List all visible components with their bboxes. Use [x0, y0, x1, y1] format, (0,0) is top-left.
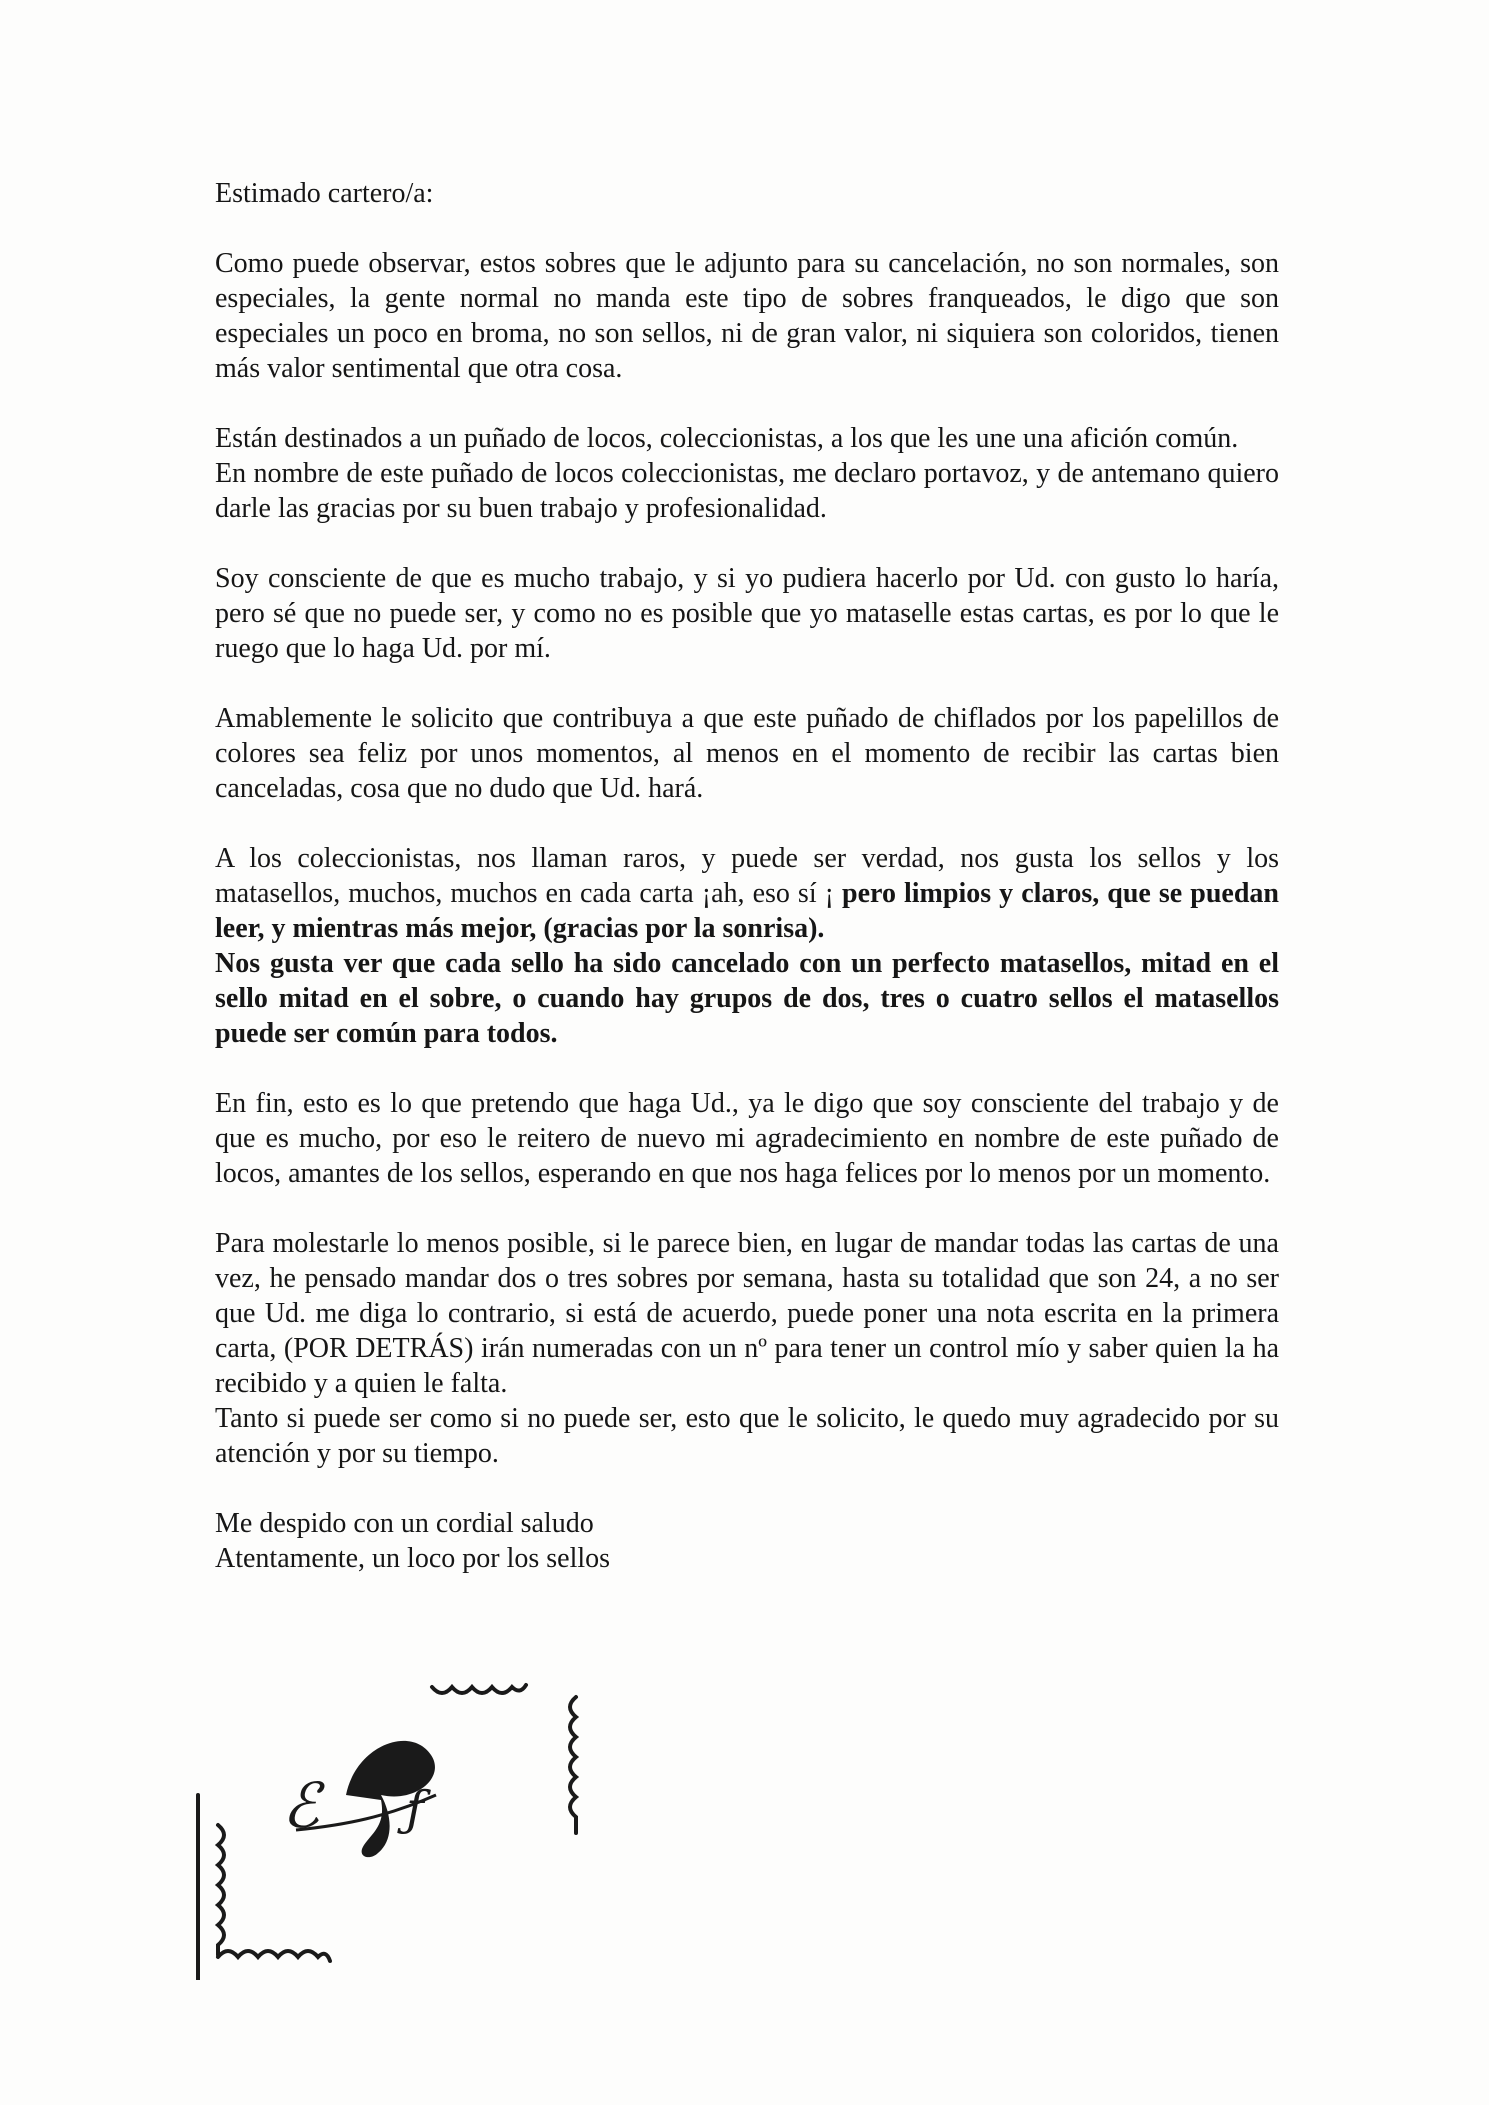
closing-line-1: Me despido con un cordial saludo	[215, 1508, 594, 1539]
paragraph-7b: Tanto si puede ser como si no puede ser, esto que le solicito, le quedo muy agradecido por su atención y por su tiempo.	[215, 1403, 1279, 1469]
monogram-group	[282, 1741, 436, 1857]
paragraph-5-bold: pero limpios y claros, que se puedan leer, y mientras más mejor, (gracias por la sonrisa).	[215, 878, 1279, 944]
paragraph-6: En fin, esto es lo que pretendo que haga Ud., ya le digo que soy consciente del trabajo y de que es mucho, por eso le reitero de nuevo mi agradecimiento en nombre de este puñado de locos, amantes de los sellos, esperando en que nos haga felices por lo menos por un momento.	[215, 1088, 1279, 1189]
paragraph-5-normal: A los coleccionistas, nos llaman raros, y puede ser verdad, nos gusta los sellos y los matasellos, muchos, muchos en cada carta ¡ah, eso sí ¡	[215, 843, 1279, 909]
paragraph-3: Soy consciente de que es mucho trabajo, y si yo pudiera hacerlo por Ud. con gusto lo haría, pero sé que no puede ser, y como no es posible que yo mataselle estas cartas, es por lo que le ruego que lo haga Ud. por mí.	[215, 563, 1279, 664]
paragraph-7a: Para molestarle lo menos posible, si le parece bien, en lugar de mandar todas las cartas de una vez, he pensado mandar dos o tres sobres por semana, hasta su totalidad que son 24, a no ser que Ud. me diga lo contrario, si está de acuerdo, puede poner una nota escrita en la primera carta, (POR DETRÁS) irán numeradas con un nº para tener un control mío y saber quien la ha recibido y a quien le falta.	[215, 1228, 1279, 1399]
monogram-e: ℰ	[282, 1769, 320, 1842]
letter-body	[215, 176, 1279, 1576]
stamp-frame-monogram-logo-icon	[196, 1675, 596, 1980]
closing-line-2: Atentamente, un loco por los sellos	[215, 1543, 611, 1574]
paragraph-5	[215, 841, 1279, 946]
paragraph-1: Como puede observar, estos sobres que le adjunto para su cancelación, no son normales, son especiales, la gente normal no manda este tipo de sobres franqueados, le digo que son especiales un poco en broma, no son sellos, ni de gran valor, ni siquiera son coloridos, tienen más valor sentimental que otra cosa.	[215, 248, 1279, 384]
paragraph-5-bold2: Nos gusta ver que cada sello ha sido cancelado con un perfecto matasellos, mitad en el sello mitad en el sobre, o cuando hay grupos de dos, tres o cuatro sellos el matasellos puede ser común para todos.	[215, 948, 1279, 1049]
paragraph-5-bold-block	[215, 946, 1279, 1051]
paragraph-2b: En nombre de este puñado de locos coleccionistas, me declaro portavoz, y de antemano quiero darle las gracias por su buen trabajo y profesionalidad.	[215, 458, 1279, 524]
paragraph-4: Amablemente le solicito que contribuya a que este puñado de chiflados por los papelillos de colores sea feliz por unos momentos, al menos en el momento de recibir las cartas bien canceladas, cosa que no dudo que Ud. hará.	[215, 703, 1279, 804]
paragraph-2a: Están destinados a un puñado de locos, coleccionistas, a los que les une una afición común.	[215, 423, 1239, 454]
salutation: Estimado cartero/a:	[215, 178, 434, 209]
monogram-f: ƒ	[406, 1781, 424, 1837]
